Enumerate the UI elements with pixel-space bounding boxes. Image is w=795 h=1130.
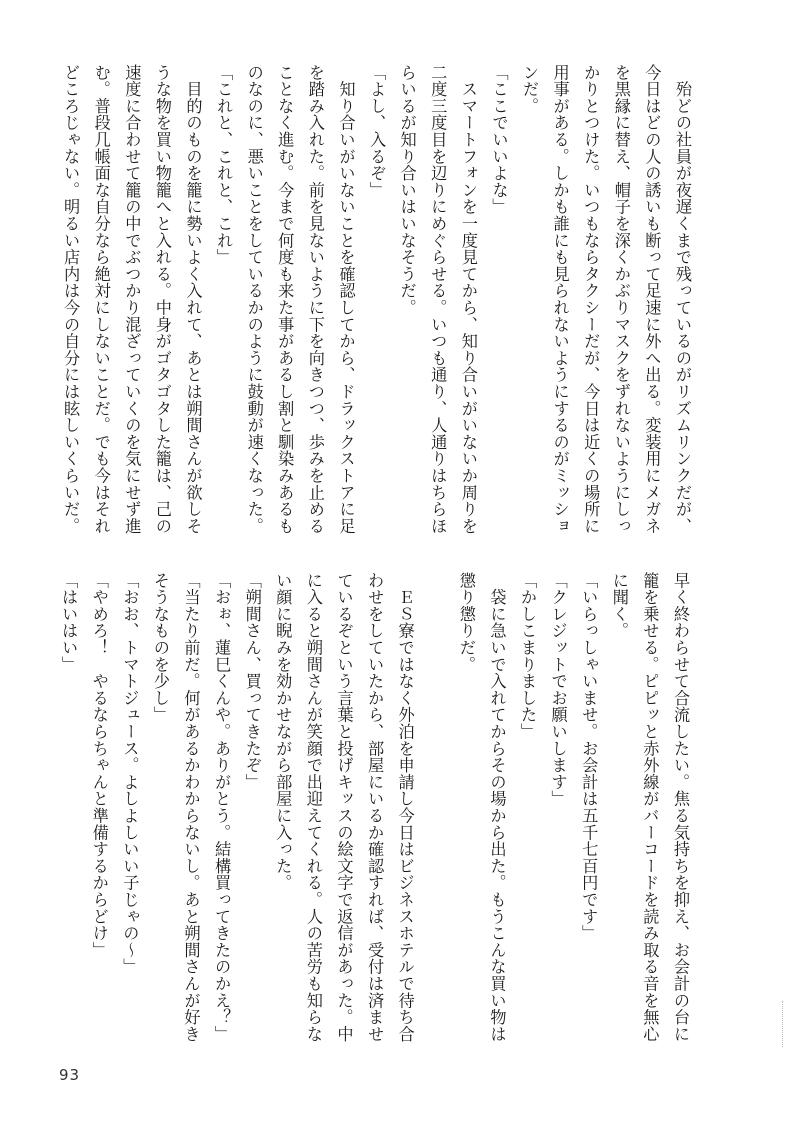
dialogue-line: 「朔間さん、買ってきたぞ」 <box>242 572 262 791</box>
text-line: に聞く。 <box>609 572 629 640</box>
text-line: に入ると朔間さんが笑顔で出迎えてくれる。人の苦労も知らな <box>303 572 323 1043</box>
margin-dots <box>782 1001 785 1047</box>
text-line: どころじゃない。明るい店内は今の自分には眩しいくらいだ。 <box>61 64 81 535</box>
text-line: 知り合いがいないことを確認してから、ドラックストアに足 <box>336 64 356 535</box>
text-line: スマートフォンを一度見てから、知り合いがいないか周りを <box>458 64 478 535</box>
text-line: む。普段几帳面な自分なら絶対にしないことだ。でも今はそれ <box>91 64 111 535</box>
text-line: ＥＳ寮ではなく外泊を申請し今日はビジネスホテルで待ち合 <box>395 572 415 1043</box>
text-line: ているぞという言葉と投げキッスの絵文字で返信があった。中 <box>334 572 354 1043</box>
blank-line <box>420 572 451 1060</box>
text-line: 懲り懲りだ。 <box>456 572 476 673</box>
text-line: い顔に睨みを効かせながら部屋に入った。 <box>273 572 293 892</box>
page-number: 93 <box>59 1066 81 1084</box>
text-line: ことなく進む。今まで何度も来た事があるし割と馴染みあるも <box>275 64 295 535</box>
lower-text-block <box>59 572 695 1060</box>
dialogue-line: 「はいはい」 <box>59 572 79 673</box>
text-line: 用事がある。しかも誰にも見られないようにするのがミッショ <box>550 64 570 535</box>
dialogue-line: 「ここでいいよな」 <box>489 64 509 216</box>
dialogue-line: 「クレジットでお願いします」 <box>548 572 568 808</box>
text-line: 二度三度目を辺りにめぐらせる。いつも通り、人通りはちらほ <box>428 64 448 535</box>
text-line: 袋に急いで入れてからその場から出た。もうこんな買い物は <box>487 572 507 1043</box>
text-line: 殆どの社員が夜遅くまで残っているのがリズムリンクだが、 <box>673 64 692 535</box>
text-line: ンだ。 <box>520 64 540 115</box>
text-line: うな物を買い物籠へと入れる。中身がゴタゴタした籠は、己の <box>152 64 172 535</box>
dialogue-line: 「当たり前だ。何があるかわからないし。あと朔間さんが好き <box>181 572 201 1043</box>
text-line: 速度に合わせて籠の中でぶつかり混ざっていくのを気にせず進 <box>122 64 142 535</box>
upper-text-block <box>61 64 697 546</box>
dialogue-line: 「やめろ！ やるならちゃんと準備するからどけ」 <box>89 572 109 959</box>
text-line: を黒縁に替え、帽子を深くかぶりマスクをずれないようにしっ <box>611 64 631 535</box>
text-line: 目的のものを籠に勢いよく入れて、あとは朔間さんが欲しそ <box>183 64 203 535</box>
dialogue-line: そうなものを少し」 <box>150 572 170 724</box>
text-line: のなのに、悪いことをしているかのように鼓動が速くなった。 <box>244 64 264 535</box>
dialogue-line: 「かしこまりました」 <box>518 572 538 740</box>
dialogue-line: 「おお、トマトジュース。よしよしいい子じゃの〜」 <box>120 572 140 976</box>
text-line: 籠を乗せる。ピピッと赤外線がバーコードを読み取る音を無心 <box>640 572 660 1043</box>
text-line: 今日はどの人の誘いも断って足速に外へ出る。変装用にメガネ <box>642 64 662 535</box>
dialogue-line: 「これと、これと、これ」 <box>214 64 234 266</box>
text-line: らいるが知り合いはいなそうだ。 <box>397 64 417 316</box>
text-line: かりとつけた。いつもならタクシーだが、今日は近くの場所に <box>581 64 601 535</box>
text-line: を踏み入れた。前を見ないように下を向きつつ、歩みを止める <box>305 64 325 535</box>
dialogue-line: 「おぉ、蓮巳くんや。ありがとう。結構買ってきたのかえ？」 <box>212 572 232 1043</box>
text-line: わせをしていたから、部屋にいるか確認すれば、受付は済ませ <box>365 572 385 1043</box>
dialogue-line: 「よし、入るぞ」 <box>367 64 387 199</box>
text-line: 早く終わらせて合流したい。焦る気持ちを抑え、お会計の台に <box>671 572 690 1043</box>
dialogue-line: 「いらっしゃいませ。お会計は五千七百円です」 <box>579 572 599 942</box>
